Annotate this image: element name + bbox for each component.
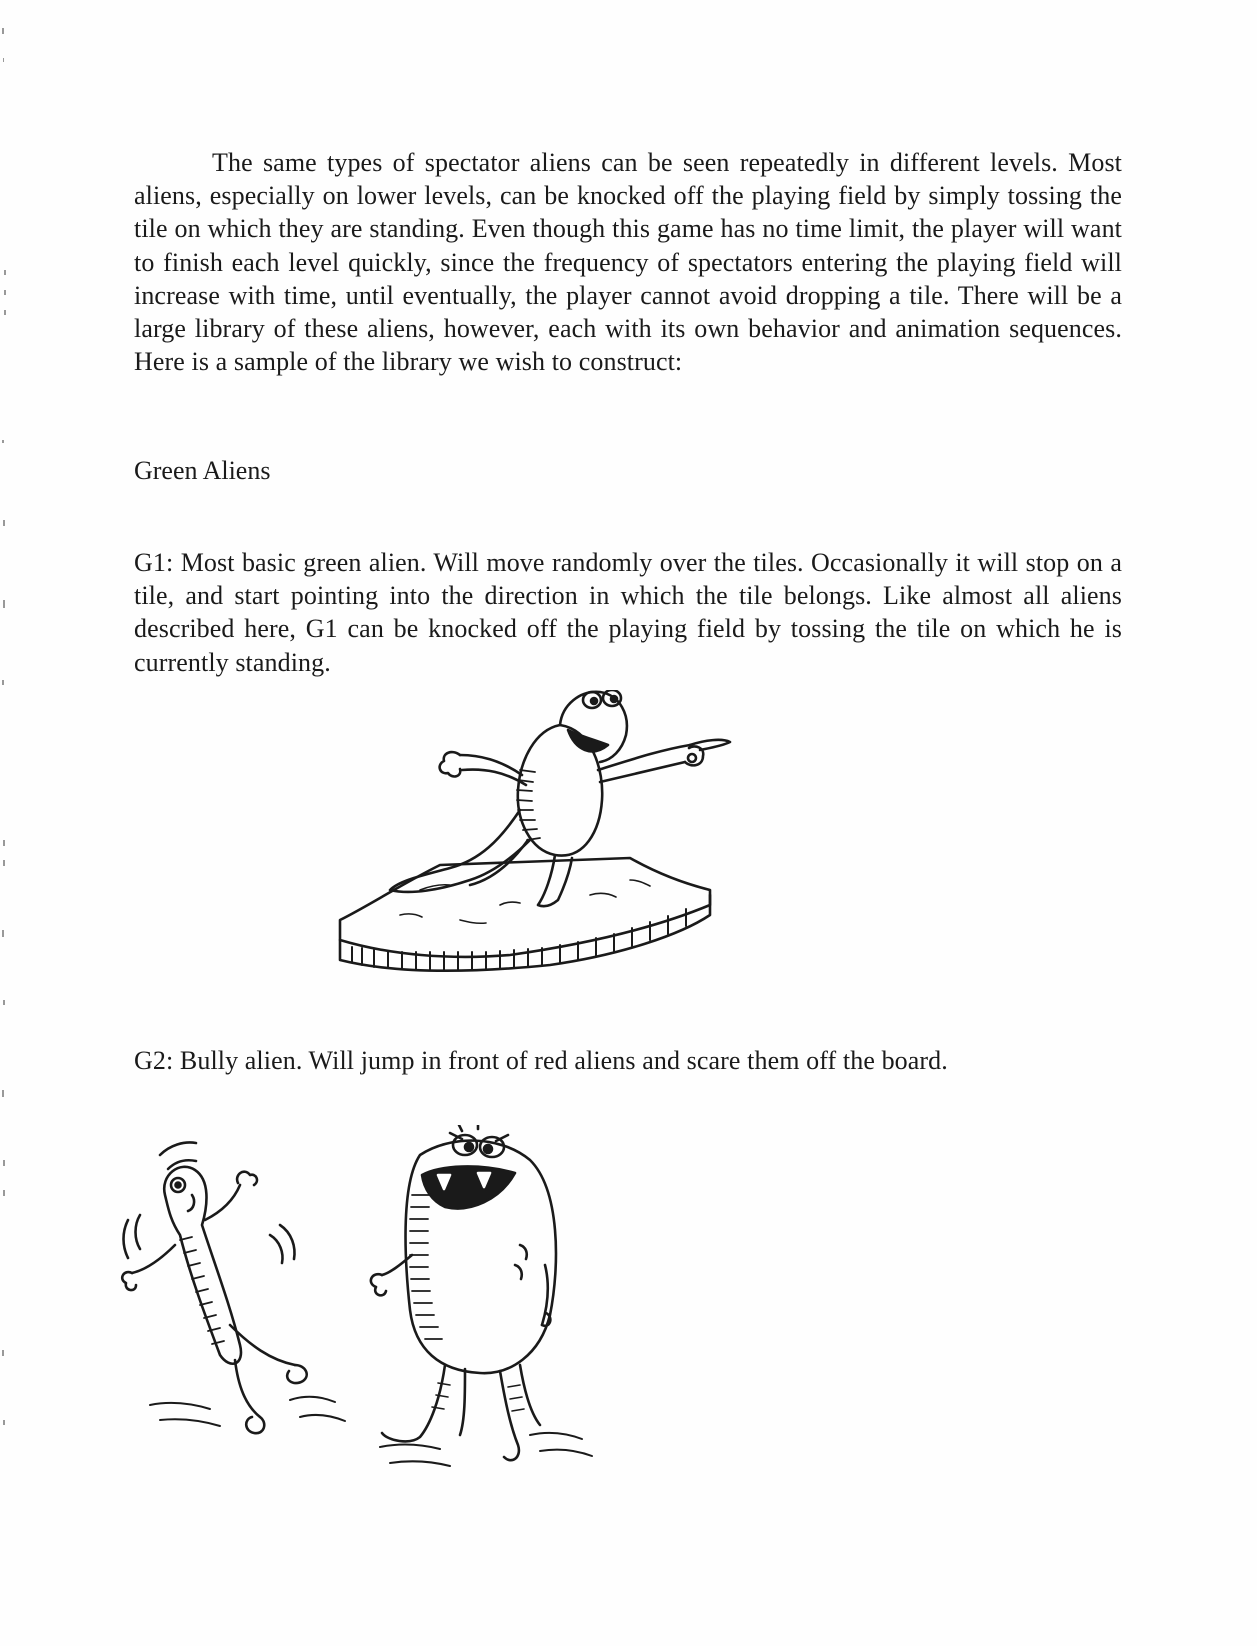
- g1-description: G1: Most basic green alien. Will move randomly over the tiles. Occasionally it will stop on a tile, and start pointing into the direction in which the tile belongs. Like almost all aliens described here, G1 can be knocked off the playing field by tossing the tile on which he is currently standing.: [134, 548, 1122, 677]
- g2-description: G2: Bully alien. Will jump in front of red aliens and scare them off the board.: [134, 1046, 948, 1075]
- g2-alien-illustration: [120, 1125, 650, 1505]
- intro-paragraph: The same types of spectator aliens can be seen repeatedly in different levels. Most aliens, especially on lower levels, can be knocked off the playing field by simply tossing the tile on which they are standing. Even though this game has no time limit, the player will want to finish each level quickly, since the frequency of spectators entering the playing field will increase with time, until eventually, the player cannot avoid dropping a tile. There will be a large library of these aliens, however, each with its own behavior and animation sequences. Here is a sample of the library we wish to construct:: [134, 148, 1122, 377]
- scared-red-alien: [122, 1143, 345, 1434]
- scan-margin-marks: [0, 0, 20, 1646]
- bully-green-alien: [371, 1125, 592, 1466]
- g1-alien-illustration: [330, 690, 770, 1015]
- section-heading: Green Aliens: [134, 456, 271, 485]
